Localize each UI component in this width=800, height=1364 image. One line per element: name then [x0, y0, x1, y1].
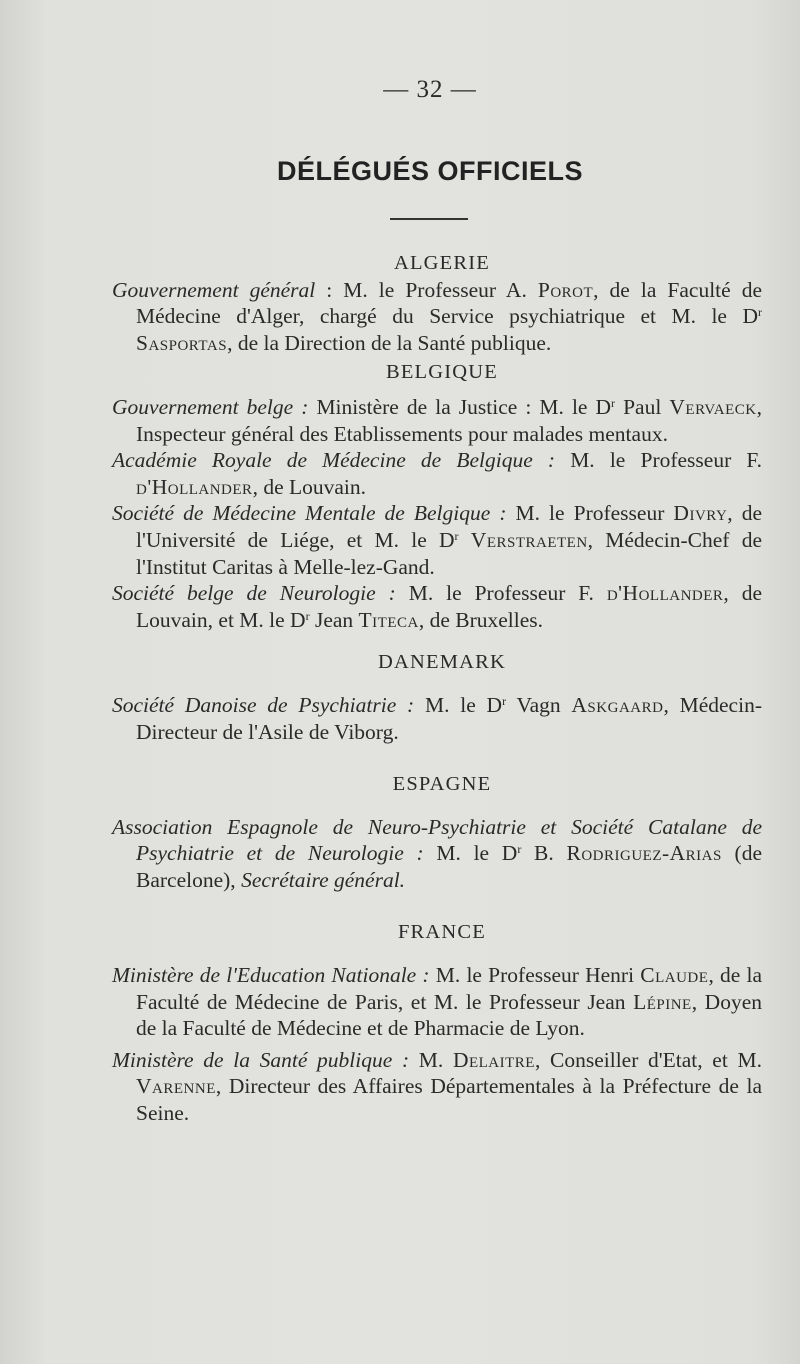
- entry-danemark-societe: Société Danoise de Psychiatrie : M. le $D^r$ Vagn Askgaard, Médecin-Directeur de l'Asile de Viborg.: [112, 692, 762, 744]
- delegating-body: Société de Médecine Mentale de Belgique :: [112, 501, 507, 526]
- country-heading-france: FRANCE: [397, 921, 487, 944]
- delegate-role: Secrétaire général.: [241, 867, 406, 892]
- entry-belgique-neurologie: Société belge de Neurologie : M. le Professeur F. d'Hollander, de Louvain, et M. le $D^r$ Jean Titeca, de Bruxelles.: [112, 581, 763, 632]
- delegating-body: Société belge de Neurologie :: [112, 581, 396, 606]
- delegate-name: d'Hollander: [136, 474, 253, 499]
- delegate-name: Rodriguez-Arias: [566, 841, 722, 866]
- delegating-body: Gouvernement général: [112, 277, 316, 302]
- entry-belgique-gouvernement: Gouvernement belge : Ministère de la Justice : M. le $D^r$ Paul Vervaeck, Inspecteur général des Etablissements pour malades mentaux.: [112, 394, 762, 446]
- entry-france-education: Ministère de l'Education Nationale : M. le Professeur Henri Claude, de la Faculté de Médecine de Paris, et M. le Professeur Jean Lépine, Doyen de la Faculté de Médecine et de Pharmacie de Lyon.: [112, 963, 763, 1041]
- delegating-body: Société Danoise de Psychiatrie :: [112, 692, 415, 717]
- page-number: — 32 —: [383, 76, 477, 103]
- delegating-body: Académie Royale de Médecine de Belgique :: [112, 448, 556, 473]
- page-title: DÉLÉGUÉS OFFICIELS: [276, 156, 584, 186]
- entry-belgique-academie: Académie Royale de Médecine de Belgique : M. le Professeur F. d'Hollander, de Louvain.: [112, 448, 763, 499]
- delegates-list: [112, 250, 762, 1127]
- delegate-name: Lépine: [633, 989, 692, 1014]
- delegate-name: Divry: [673, 501, 728, 526]
- delegating-body: Ministère de la Santé publique :: [112, 1047, 410, 1072]
- entry-algerie-gouvernement: Gouvernement général : M. le Professeur A. Porot, de la Faculté de Médecine d'Alger, chargé du Service psychiatrique et M. le $D^r$ Sasportas, de la Direction de la Santé publique.: [112, 277, 763, 355]
- delegating-body: Association Espagnole de Neuro-Psychiatrie et Société Catalane de Psychiatrie et de Neurologie :: [112, 814, 762, 866]
- delegate-name: Sasportas: [136, 330, 228, 355]
- delegate-name: Delaitre: [452, 1047, 535, 1072]
- delegating-body: Ministère de l'Education Nationale :: [112, 963, 430, 988]
- entry-belgique-societe-mentale: Société de Médecine Mentale de Belgique : M. le Professeur Divry, de l'Université de Liége, et M. le $D^r$ Verstraeten, Médecin-Chef de l'Institut Caritas à Melle-lez-Gand.: [112, 501, 763, 579]
- delegate-name: Claude: [640, 963, 709, 988]
- country-heading-algerie: ALGERIE: [393, 252, 491, 274]
- delegate-name: Askgaard: [571, 692, 664, 717]
- delegate-name: Vervaeck: [669, 394, 757, 419]
- delegate-name: d'Hollander: [606, 581, 724, 606]
- entry-espagne-association: Association Espagnole de Neuro-Psychiatrie et Société Catalane de Psychiatrie et de Neurologie : M. le $D^r$ B. Rodriguez-Arias (de Barcelone), Secrétaire général.: [112, 814, 763, 892]
- delegate-name: Titeca: [358, 607, 419, 632]
- entry-france-sante: Ministère de la Santé publique : M. Delaitre, Conseiller d'Etat, et M. Varenne, Directeur des Affaires Départementales à la Préfecture de la Seine.: [112, 1047, 762, 1126]
- delegate-name: Verstraeten: [470, 527, 588, 552]
- title-divider: [390, 218, 468, 220]
- delegating-body: Gouvernement belge :: [112, 394, 309, 419]
- country-heading-espagne: ESPAGNE: [392, 773, 492, 796]
- country-heading-danemark: DANEMARK: [377, 651, 507, 674]
- country-heading-belgique: BELGIQUE: [385, 361, 499, 384]
- delegate-name: Porot: [537, 277, 594, 302]
- delegate-name: Varenne: [136, 1074, 216, 1099]
